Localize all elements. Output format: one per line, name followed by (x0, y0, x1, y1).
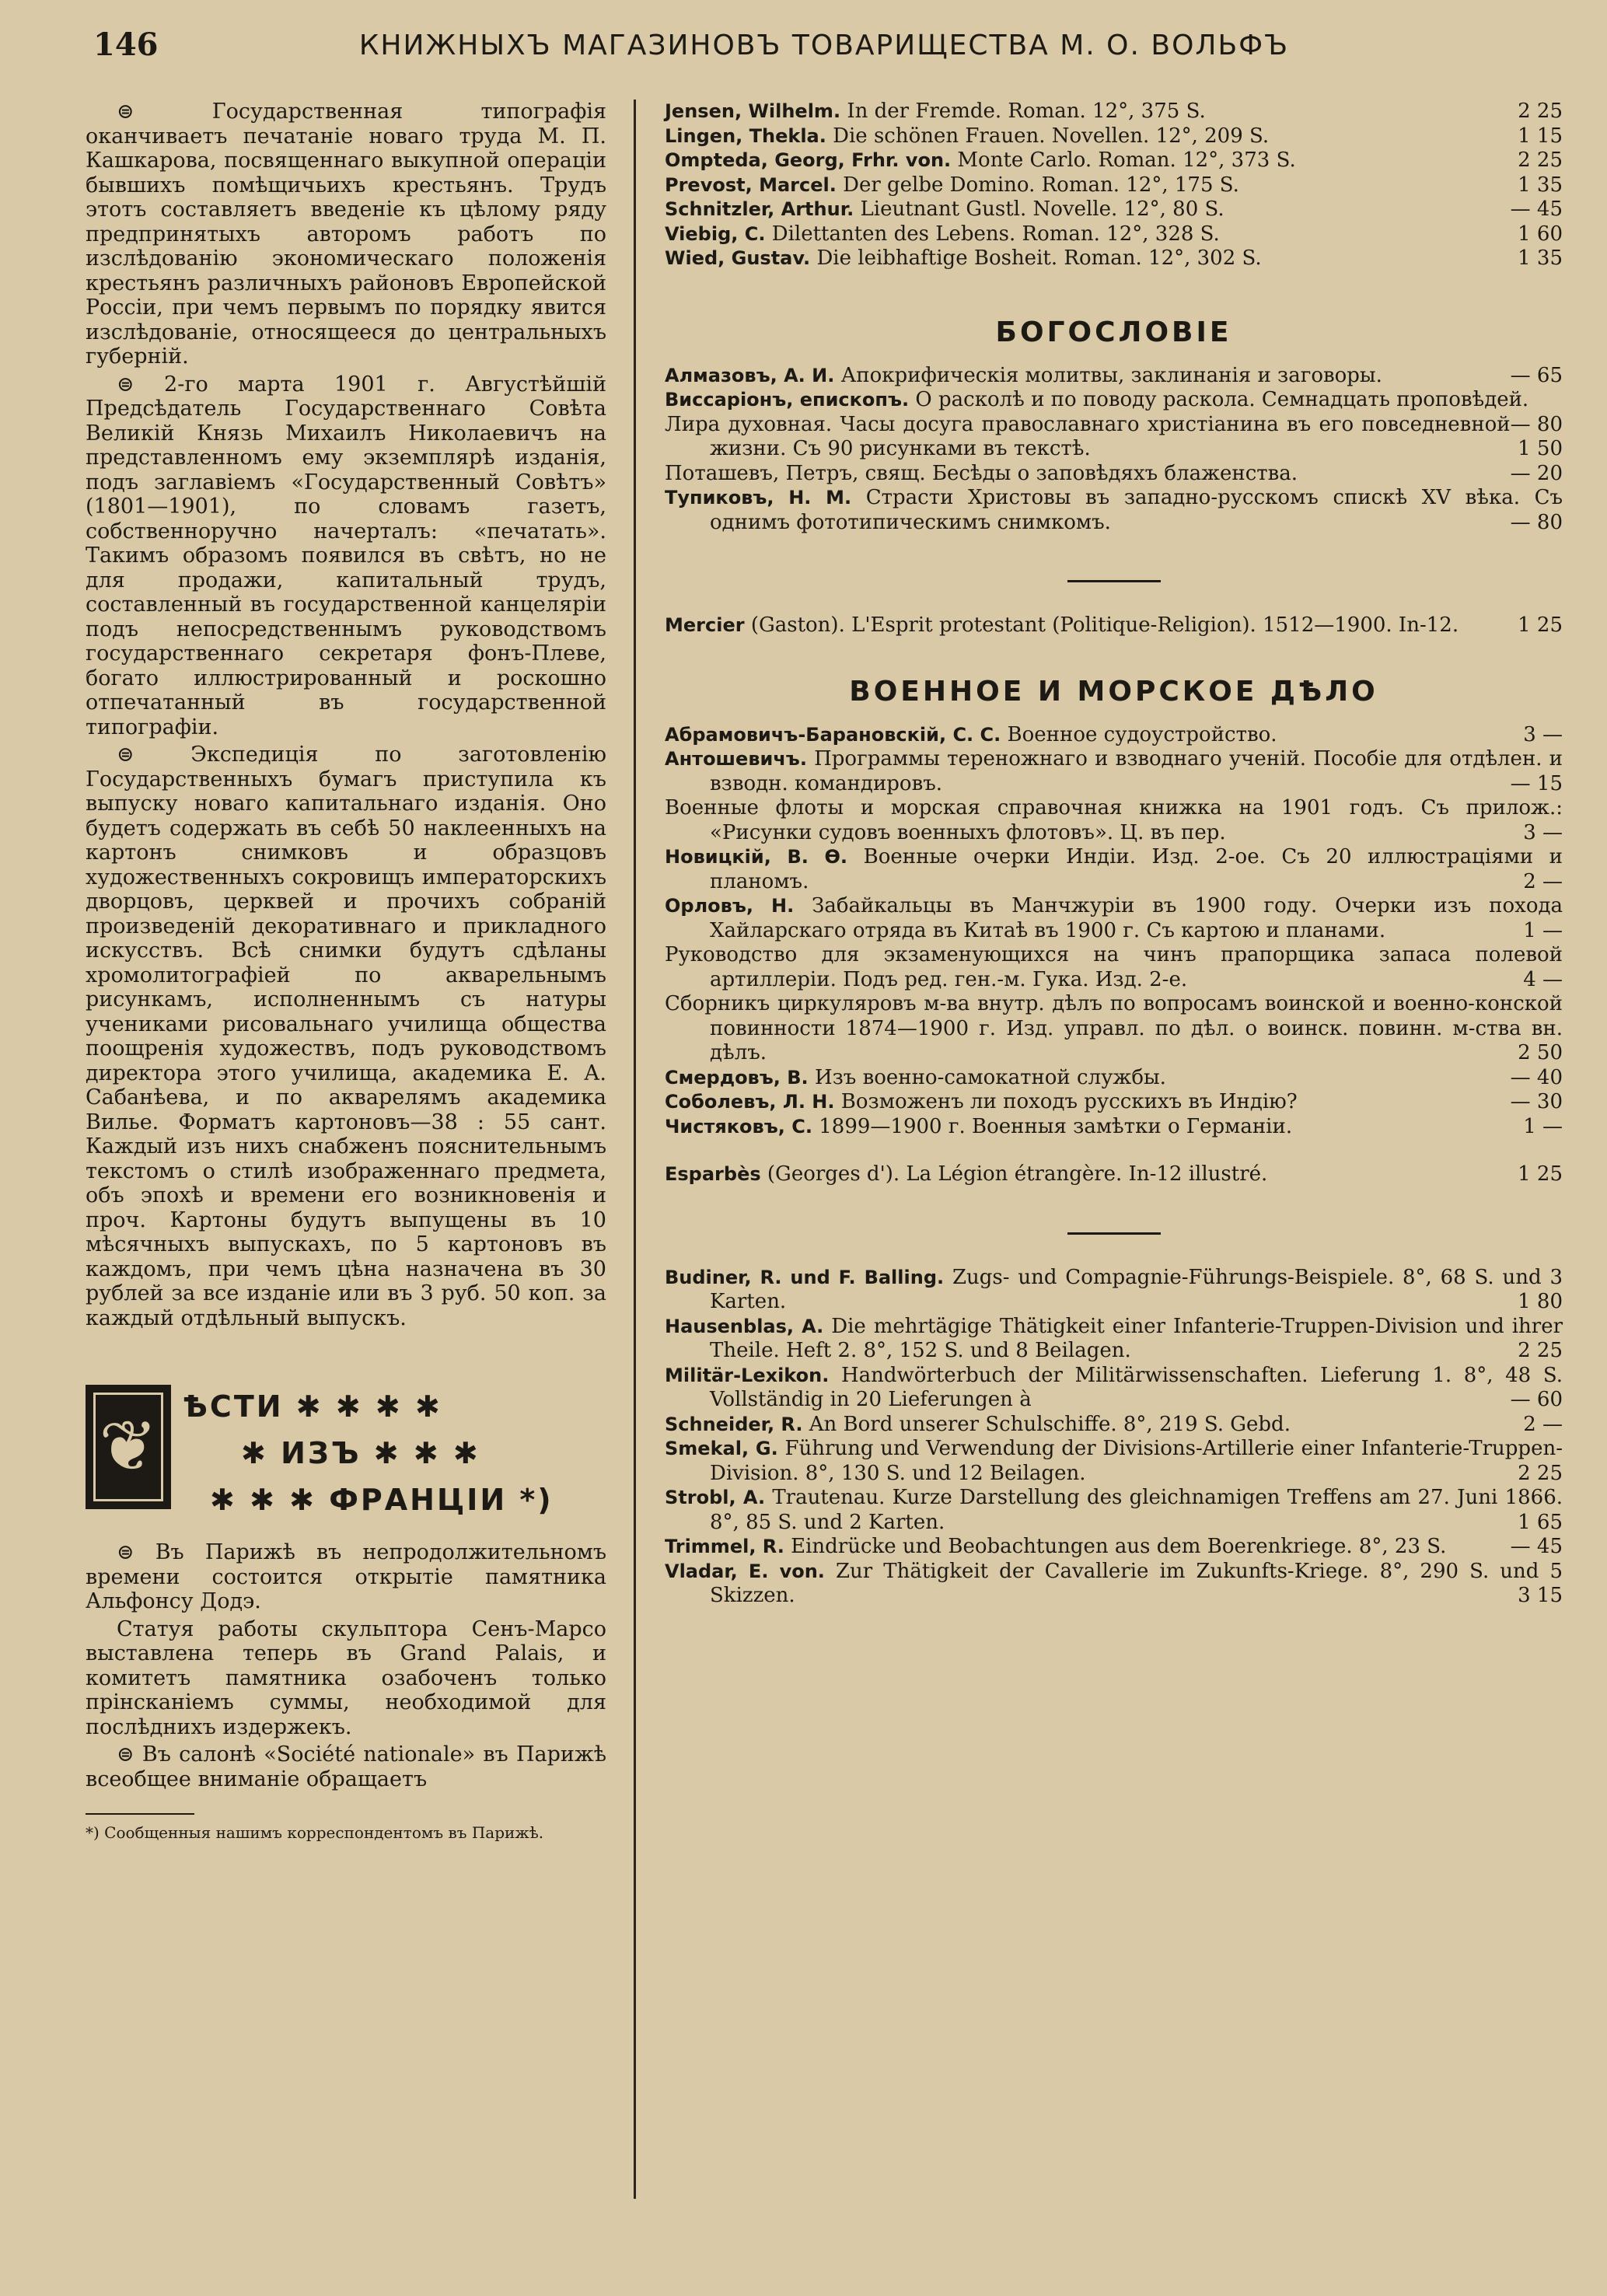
page-title: КНИЖНЫХЪ МАГАЗИНОВЪ ТОВАРИЩЕСТВА М. О. ВОЛЬФЪ (358, 30, 1290, 61)
entry-title: Trautenau. Kurze Darstellung des gleichnamigen Treffens am 27. Juni 1866. 8°, 85 S. und 2 Karten. (710, 1486, 1563, 1534)
entry-price: 2 25 (1518, 1339, 1563, 1362)
entry-author: Hausenblas, A. (665, 1315, 824, 1337)
entry-price: 1 — (1523, 1114, 1563, 1138)
french-theology-list (665, 613, 1563, 638)
entry-author: Соболевъ, Л. Н. (665, 1091, 835, 1113)
entry-price: — 20 (1510, 461, 1563, 485)
france-news-heading: ❦ ѢСТИ ✱ ✱ ✱ ✱ ✱ ИЗЪ ✱ ✱ ✱ ✱ ✱ ✱ ФРАНЦІИ *) (86, 1385, 606, 1540)
entry-author: Budiner, R. und F. Balling. (665, 1266, 945, 1288)
entry-author: Prevost, Marcel. (665, 173, 837, 196)
entry-price: 3 — (1523, 820, 1563, 844)
entry-price: 3 — (1523, 722, 1563, 746)
entry-author: Schneider, R. (665, 1413, 803, 1435)
entry-price: — 40 (1510, 1065, 1563, 1089)
catalog-entry (665, 462, 1563, 487)
catalog-entry (665, 1486, 1563, 1535)
entry-title: 1899—1900 г. Военныя замѣтки о Германіи. (819, 1114, 1293, 1138)
entry-title: Führung und Verwendung der Divisions-Artillerie einer Infanterie-Truppen-Division. 8°, 130 S. und 12 Beilagen. (710, 1437, 1563, 1485)
entry-title: Страсти Христовы въ западно-русскомъ спискѣ XV вѣка. Съ однимъ фототипическимъ снимкомъ. (710, 486, 1563, 534)
entry-title: О расколѣ и по поводу раскола. Семнадцать проповѣдей. (915, 388, 1529, 411)
catalog-entry (665, 1266, 1563, 1315)
entry-price: 3 15 (1518, 1584, 1563, 1607)
catalog-entry (665, 1560, 1563, 1609)
entry-title: Руководство для экзаменующихся на чинъ прапорщика запаса полевой артиллеріи. Подъ ред. ген.-м. Гука. Изд. 2-е. (665, 943, 1563, 991)
entry-title: Die schönen Frauen. Novellen. 12°, 209 S. (833, 124, 1270, 148)
catalog-entry (665, 124, 1563, 149)
right-column (665, 100, 1563, 1609)
catalog-entry (665, 1413, 1563, 1438)
entry-author: Ompteda, Georg, Frhr. von. (665, 149, 952, 171)
catalog-entry (665, 486, 1563, 535)
theology-list (665, 364, 1563, 536)
entry-title: Die mehrtägige Thätigkeit einer Infanterie-Truppen-Division und ihrer Theile. Heft 2. 8°, 152 S. und 8 Beilagen. (710, 1314, 1563, 1362)
section-separator (1067, 580, 1161, 582)
entry-title: Поташевъ, Петръ, свящ. Бесѣды о заповѣдяхъ блаженства. (665, 461, 1298, 485)
entry-author: Esparbès (665, 1163, 761, 1185)
entry-title: Военные флоты и морская справочная книжка на 1901 годъ. Съ прилож.: «Рисунки судовъ военныхъ флотовъ». Ц. въ пер. (665, 796, 1563, 844)
entry-price: 2 — (1523, 869, 1563, 893)
entry-price: 1 50 (1518, 437, 1563, 460)
entry-author: Viebig, C. (665, 222, 766, 245)
entry-price: — 80 (1510, 412, 1563, 436)
entry-title: In der Fremde. Roman. 12°, 375 S. (847, 100, 1206, 123)
catalog-entry (665, 197, 1563, 222)
catalog-entry (665, 845, 1563, 894)
catalog-entry (665, 747, 1563, 796)
french-military-list (665, 1162, 1563, 1187)
german-fiction-list (665, 100, 1563, 271)
entry-price: 1 25 (1518, 613, 1563, 637)
entry-price: — 45 (1510, 1535, 1563, 1558)
german-military-list (665, 1266, 1563, 1609)
page-number: 146 (93, 26, 159, 63)
entry-title: Забайкальцы въ Манчжуріи въ 1900 году. Очерки изъ похода Хайларскаго отряда въ Китаѣ въ 1900 г. Съ картою и планами. (710, 894, 1563, 942)
entry-price: 1 — (1523, 918, 1563, 942)
entry-title: Der gelbe Domino. Roman. 12°, 175 S. (843, 173, 1239, 197)
entry-author: Орловъ, Н. (665, 895, 795, 917)
entry-price: 1 65 (1518, 1510, 1563, 1534)
news-paragraph: ⊜ 2-го марта 1901 г. Августѣйшій Предсѣдатель Государственнаго Совѣта Великій Князь Михаилъ Николаевичъ на представленномъ ему экземплярѣ изданія, подъ заглавіемъ «Государственный Совѣтъ» (1801—1901), по словамъ газетъ, собственноручно начерталъ: «печатать». Такимъ образомъ появился въ свѣтъ, но не для продажи, капитальный трудъ, составленный въ государственной канцеляріи подъ непосредственнымъ руководствомъ государственнаго секретаря фонъ-Плеве, богато иллюстрированный и роскошно отпечатанный въ государственной типографіи. (86, 372, 606, 739)
entry-author: Vladar, E. von. (665, 1560, 825, 1582)
catalog-entry (665, 894, 1563, 943)
entry-author: Чистяковъ, С. (665, 1115, 812, 1138)
entry-title: Сборникъ циркуляровъ м-ва внутр. дѣлъ по вопросамъ воинской и военно-конской повинности 1874—1900 г. Изд. управл. по дѣл. о воинск. повинн. м-ства вн. дѣлъ. (665, 992, 1563, 1064)
entry-title: (Georges d'). La Légion étrangère. In-12 illustré. (767, 1162, 1268, 1186)
catalog-entry (665, 1115, 1563, 1140)
entry-price: — 65 (1510, 363, 1563, 387)
entry-title: Monte Carlo. Roman. 12°, 373 S. (957, 149, 1296, 172)
ornamental-initial-icon (86, 1385, 171, 1509)
entry-price: 2 25 (1518, 1461, 1563, 1485)
catalog-entry (665, 613, 1563, 638)
section-separator (1067, 1232, 1161, 1235)
entry-title: Die leibhaftige Bosheit. Roman. 12°, 302 S. (816, 246, 1262, 270)
entry-author: Militär-Lexikon. (665, 1364, 830, 1386)
entry-author: Новицкій, В. Ѳ. (665, 846, 848, 868)
entry-price: 1 35 (1518, 246, 1563, 270)
entry-price: 1 25 (1518, 1162, 1563, 1186)
entry-author: Алмазовъ, А. И. (665, 364, 835, 386)
catalog-entry (665, 1437, 1563, 1486)
section-heading-military: ВОЕННОЕ И МОРСКОЕ ДѢЛО (849, 675, 1378, 708)
catalog-entry (665, 149, 1563, 173)
entry-title: Лира духовная. Часы досуга православнаго христіанина въ его повседневной жизни. Съ 90 рисунками въ текстѣ. (665, 412, 1511, 460)
catalog-entry (665, 364, 1563, 389)
catalog-entry (665, 1090, 1563, 1115)
catalog-entry (665, 1066, 1563, 1091)
entry-price: — 60 (1510, 1388, 1563, 1411)
news-paragraph: ⊜ Въ салонѣ «Société nationale» въ Парижѣ всеобщее вниманіе обращаетъ (86, 1742, 606, 1791)
entry-author: Антошевичъ. (665, 748, 807, 770)
section-heading-theology: БОГОСЛОВІЕ (995, 316, 1232, 348)
catalog-entry (665, 1364, 1563, 1413)
footnote-rule (86, 1813, 194, 1815)
entry-title: Возможенъ ли походъ русскихъ въ Индію? (840, 1090, 1298, 1113)
entry-author: Wied, Gustav. (665, 247, 811, 269)
catalog-entry (665, 992, 1563, 1066)
entry-price: 1 60 (1518, 222, 1563, 246)
news-paragraph: ⊜ Экспедиція по заготовленію Государственныхъ бумагъ приступила къ выпуску новаго капитальнаго изданія. Оно будетъ содержать въ себѣ 50 наклеенныхъ на картонъ снимковъ и образцовъ художественныхъ сокровищъ императорскихъ дворцовъ, церквей и прочихъ собраній произведеній декоративнаго и прикладного искусствъ. Всѣ снимки будутъ сдѣланы хромолитографіей по акварельнымъ рисункамъ, исполненнымъ съ натуры учениками рисовальнаго училища общества поощренія художествъ, подъ руководствомъ директора этого училища, академика Е. А. Сабанѣева, и по акварелямъ академика Вилье. Форматъ картоновъ—38 : 55 сант. Каждый изъ нихъ снабженъ пояснительнымъ текстомъ о стилѣ изображеннаго предмета, объ эпохѣ и времени его возникновенія и проч. Картоны будутъ выпущены въ 10 мѣсячныхъ выпускахъ, по 5 картоновъ въ каждомъ, при чемъ цѣна назначена въ 30 рублей за все изданіе или въ 3 руб. 50 коп. за каждый отдѣльный выпускъ. (86, 743, 606, 1330)
entry-author: Lingen, Thekla. (665, 124, 826, 147)
entry-author: Смердовъ, В. (665, 1066, 809, 1089)
military-list (665, 723, 1563, 1140)
entry-author: Абрамовичъ-Барановскій, С. С. (665, 723, 1001, 746)
footnote: *) Сообщенныя нашимъ корреспондентомъ въ Парижѣ. (86, 1823, 544, 1842)
entry-price: 2 — (1523, 1412, 1563, 1436)
left-column (86, 100, 606, 1843)
entry-author: Jensen, Wilhelm. (665, 100, 841, 122)
entry-price: — 30 (1510, 1090, 1563, 1113)
entry-price: 2 50 (1518, 1041, 1563, 1064)
catalog-entry (665, 100, 1563, 124)
entry-price: — 45 (1510, 197, 1563, 221)
catalog-entry (665, 723, 1563, 748)
entry-price: 1 15 (1518, 124, 1563, 148)
catalog-entry (665, 1162, 1563, 1187)
entry-title: Программы тереножнаго и взводнаго ученій. Пособіе для отдѣлен. и взводн. командировъ. (710, 747, 1563, 795)
entry-price: 2 25 (1518, 100, 1563, 123)
entry-price: — 15 (1510, 771, 1563, 795)
entry-author: Strobl, A. (665, 1487, 766, 1508)
entry-title: Военные очерки Индіи. Изд. 2-ое. Съ 20 иллюстраціями и планомъ. (710, 845, 1563, 893)
catalog-entry (665, 1315, 1563, 1364)
entry-author: Smekal, G. (665, 1438, 778, 1459)
entry-title: Военное судоустройство. (1007, 722, 1277, 746)
entry-title: Handwörterbuch der Militärwissenschaften. Lieferung 1. 8°, 48 S. Vollständig in 20 Lieferungen à (710, 1363, 1563, 1411)
news-paragraph: ⊜ Въ Парижѣ въ непродолжительномъ времени состоится открытіе памятника Альфонсу Додэ. (86, 1540, 606, 1613)
entry-author: Mercier (665, 614, 745, 636)
entry-price: — 80 (1510, 510, 1563, 534)
catalog-entry (665, 1535, 1563, 1560)
entry-author: Тупиковъ, Н. М. (665, 487, 852, 508)
entry-title: (Gaston). L'Esprit protestant (Politique-Religion). 1512—1900. In-12. (750, 613, 1459, 637)
entry-author: Schnitzler, Arthur. (665, 198, 854, 220)
entry-price: 1 35 (1518, 173, 1563, 197)
news-paragraph: Статуя работы скульптора Сенъ-Марсо выставлена теперь въ Grand Palais, и комитетъ памятника озабоченъ только прінсканіемъ суммы, необходимой для послѣднихъ издержекъ. (86, 1616, 606, 1739)
entry-price: 4 — (1523, 967, 1563, 991)
column-divider (634, 100, 636, 2199)
entry-title: An Bord unserer Schulschiffe. 8°, 219 S. Gebd. (809, 1412, 1291, 1436)
entry-author: Виссаріонъ, епископъ. (665, 389, 910, 411)
entry-price: 1 80 (1518, 1290, 1563, 1313)
catalog-entry (665, 943, 1563, 992)
entry-title: Апокрифическія молитвы, заклинанія и заговоры. (840, 363, 1382, 387)
entry-title: Dilettanten des Lebens. Roman. 12°, 328 S. (771, 222, 1220, 246)
catalog-entry (665, 173, 1563, 198)
page-header (86, 23, 1563, 70)
entry-author: Trimmel, R. (665, 1536, 784, 1557)
entry-title: Zugs- und Compagnie-Führungs-Beispiele. 8°, 68 S. und 3 Karten. (710, 1265, 1563, 1313)
entry-price: 2 25 (1518, 149, 1563, 172)
catalog-entry (665, 222, 1563, 247)
entry-title: Zur Thätigkeit der Cavallerie im Zukunfts-Kriege. 8°, 290 S. und 5 Skizzen. (710, 1559, 1563, 1607)
entry-title: Eindrücke und Beobachtungen aus dem Boerenkriege. 8°, 23 S. (791, 1535, 1447, 1558)
catalog-entry (665, 246, 1563, 271)
entry-title: Lieutnant Gustl. Novelle. 12°, 80 S. (860, 197, 1224, 221)
catalog-entry (665, 413, 1563, 462)
entry-title: Изъ военно-самокатной службы. (814, 1065, 1166, 1089)
news-paragraph: ⊜ Государственная типографія оканчиваетъ печатаніе новаго труда М. П. Кашкарова, посвященнаго выкупной операціи бывшихъ помѣщичьихъ крестьянъ. Трудъ этотъ составляетъ введеніе къ цѣлому ряду предпринятыхъ авторомъ работъ по изслѣдованію экономическаго положенія крестьянъ различныхъ районовъ Европейской Россіи, при чемъ первымъ по порядку явится изслѣдованіе, относящееся до центральныхъ губерній. (86, 100, 606, 369)
catalog-entry (665, 796, 1563, 845)
